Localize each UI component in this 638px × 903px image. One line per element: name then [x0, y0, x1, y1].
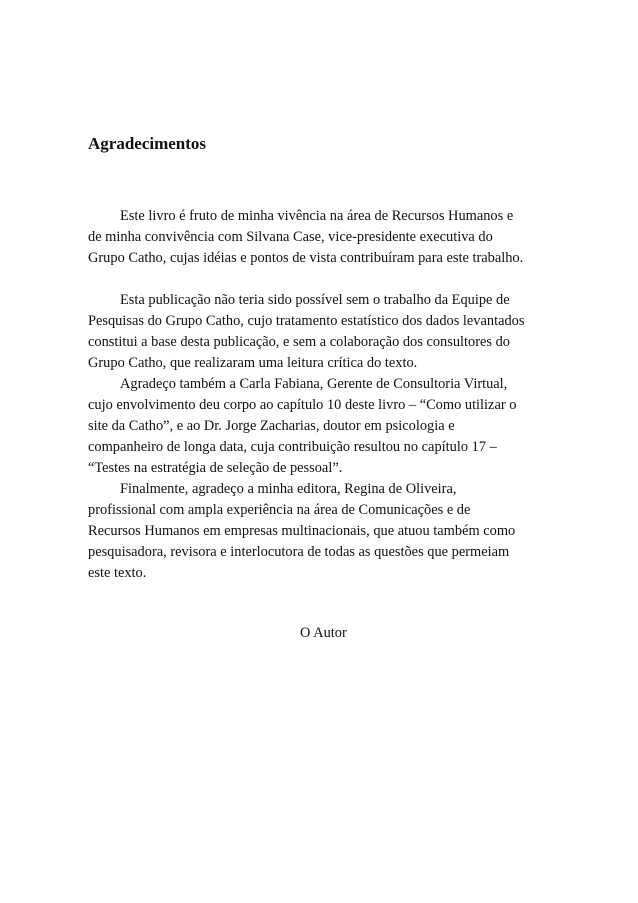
paragraph-line: de minha convivência com Silvana Case, vice-presidente executiva do: [88, 229, 493, 245]
paragraph-3: [88, 374, 516, 479]
paragraph-line: constitui a base desta publicação, e sem a colaboração dos consultores do: [88, 334, 510, 350]
paragraph-line: Agradeço também a Carla Fabiana, Gerente de Consultoria Virtual,: [120, 376, 508, 392]
page-title: Agradecimentos: [88, 134, 207, 153]
paragraph-line: Grupo Catho, que realizaram uma leitura crítica do texto.: [88, 355, 418, 371]
paragraph-line: Recursos Humanos em empresas multinacionais, que atuou também como: [88, 523, 516, 539]
paragraph-line: Finalmente, agradeço a minha editora, Regina de Oliveira,: [120, 481, 457, 497]
paragraph-4: [88, 479, 515, 584]
paragraph-line: “Testes na estratégia de seleção de pessoal”.: [88, 460, 343, 476]
paragraph-line: cujo envolvimento deu corpo ao capítulo 10 deste livro – “Como utilizar o: [88, 397, 517, 413]
paragraph-line: pesquisadora, revisora e interlocutora de todas as questões que permeiam: [88, 544, 510, 560]
paragraph-line: companheiro de longa data, cuja contribuição resultou no capítulo 17 –: [88, 439, 497, 455]
paragraph-2: [88, 290, 524, 374]
paragraph-line: Este livro é fruto de minha vivência na área de Recursos Humanos e: [120, 208, 514, 224]
author-signature: O Autor: [300, 625, 347, 641]
paragraph-line: profissional com ampla experiência na área de Comunicações e de: [88, 502, 471, 518]
paragraph-line: este texto.: [88, 565, 147, 581]
paragraph-line: Esta publicação não teria sido possível sem o trabalho da Equipe de: [120, 292, 510, 308]
paragraph-line: Grupo Catho, cujas idéias e pontos de vista contribuíram para este trabalho.: [88, 250, 524, 266]
paragraph-line: site da Catho”, e ao Dr. Jorge Zacharias, doutor em psicologia e: [88, 418, 455, 434]
paragraph-1: [88, 206, 523, 269]
paragraph-line: Pesquisas do Grupo Catho, cujo tratamento estatístico dos dados levantados: [88, 313, 525, 329]
